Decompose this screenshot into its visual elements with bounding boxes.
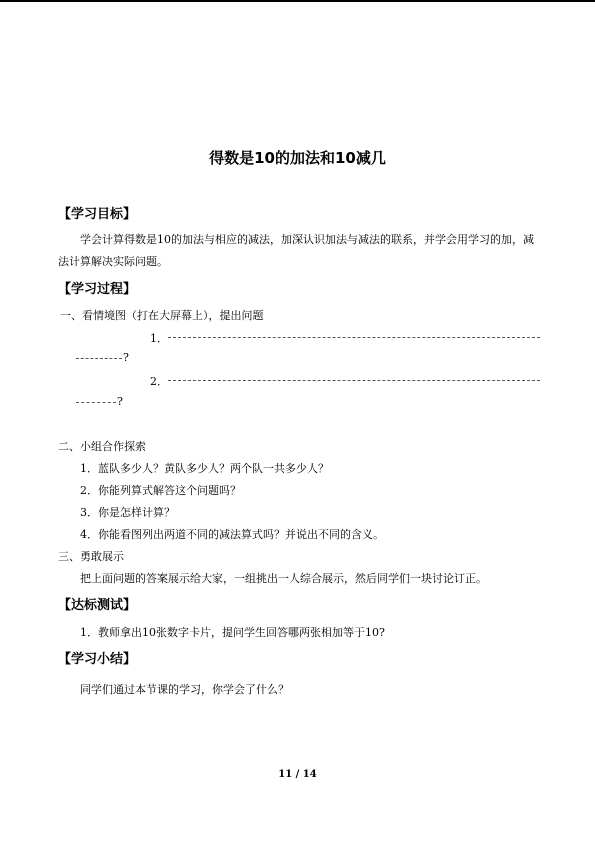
question-1-number: 1．	[150, 332, 168, 345]
question-2-blank-line-cont	[76, 402, 116, 403]
summary-text: 同学们通过本节课的学习，你学会了什么？	[80, 683, 289, 696]
list-item: 2．你能列算式解答这个问题吗？	[80, 484, 241, 497]
test-item: 1．教师拿出10张数字卡片，提问学生回答哪两张相加等于10?	[80, 626, 385, 639]
document-title: 得数是10的加法和10减几	[209, 149, 386, 167]
goal-heading: 【学习目标】	[58, 207, 137, 222]
question-1-blank-line	[168, 337, 540, 338]
question-2-number: 2．	[150, 375, 168, 388]
list-item: 3．你是怎样计算？	[80, 506, 175, 519]
summary-heading: 【学习小结】	[58, 652, 137, 667]
part3-text: 把上面问题的答案展示给大家，一组挑出一人综合展示，然后同学们一块讨论订正。	[80, 572, 487, 585]
part1-title: 一、看情境图（打在大屏幕上），提出问题	[60, 309, 264, 322]
list-item: 4．你能看图列出两道不同的减法算式吗？并说出不同的含义。	[80, 528, 384, 541]
page-top-rule	[0, 0, 595, 2]
list-item: 1．蓝队多少人？黄队多少人？两个队一共多少人？	[80, 462, 329, 475]
part3-title: 三、勇敢展示	[58, 550, 124, 563]
question-2-blank-line	[168, 380, 540, 381]
question-1-tail: ?	[123, 351, 129, 364]
test-heading: 【达标测试】	[58, 598, 137, 613]
question-1-blank-line-cont	[76, 358, 122, 359]
goal-text: 学会计算得数是10的加法与相应的减法，加深认识加法与减法的联系，并学会用学习的加，减法计算解决实际问题。	[58, 233, 534, 268]
part2-title: 二、小组合作探索	[58, 440, 146, 453]
question-2-tail: ?	[117, 395, 123, 408]
process-heading: 【学习过程】	[58, 282, 137, 297]
page-indicator: 11 / 14	[278, 769, 317, 780]
